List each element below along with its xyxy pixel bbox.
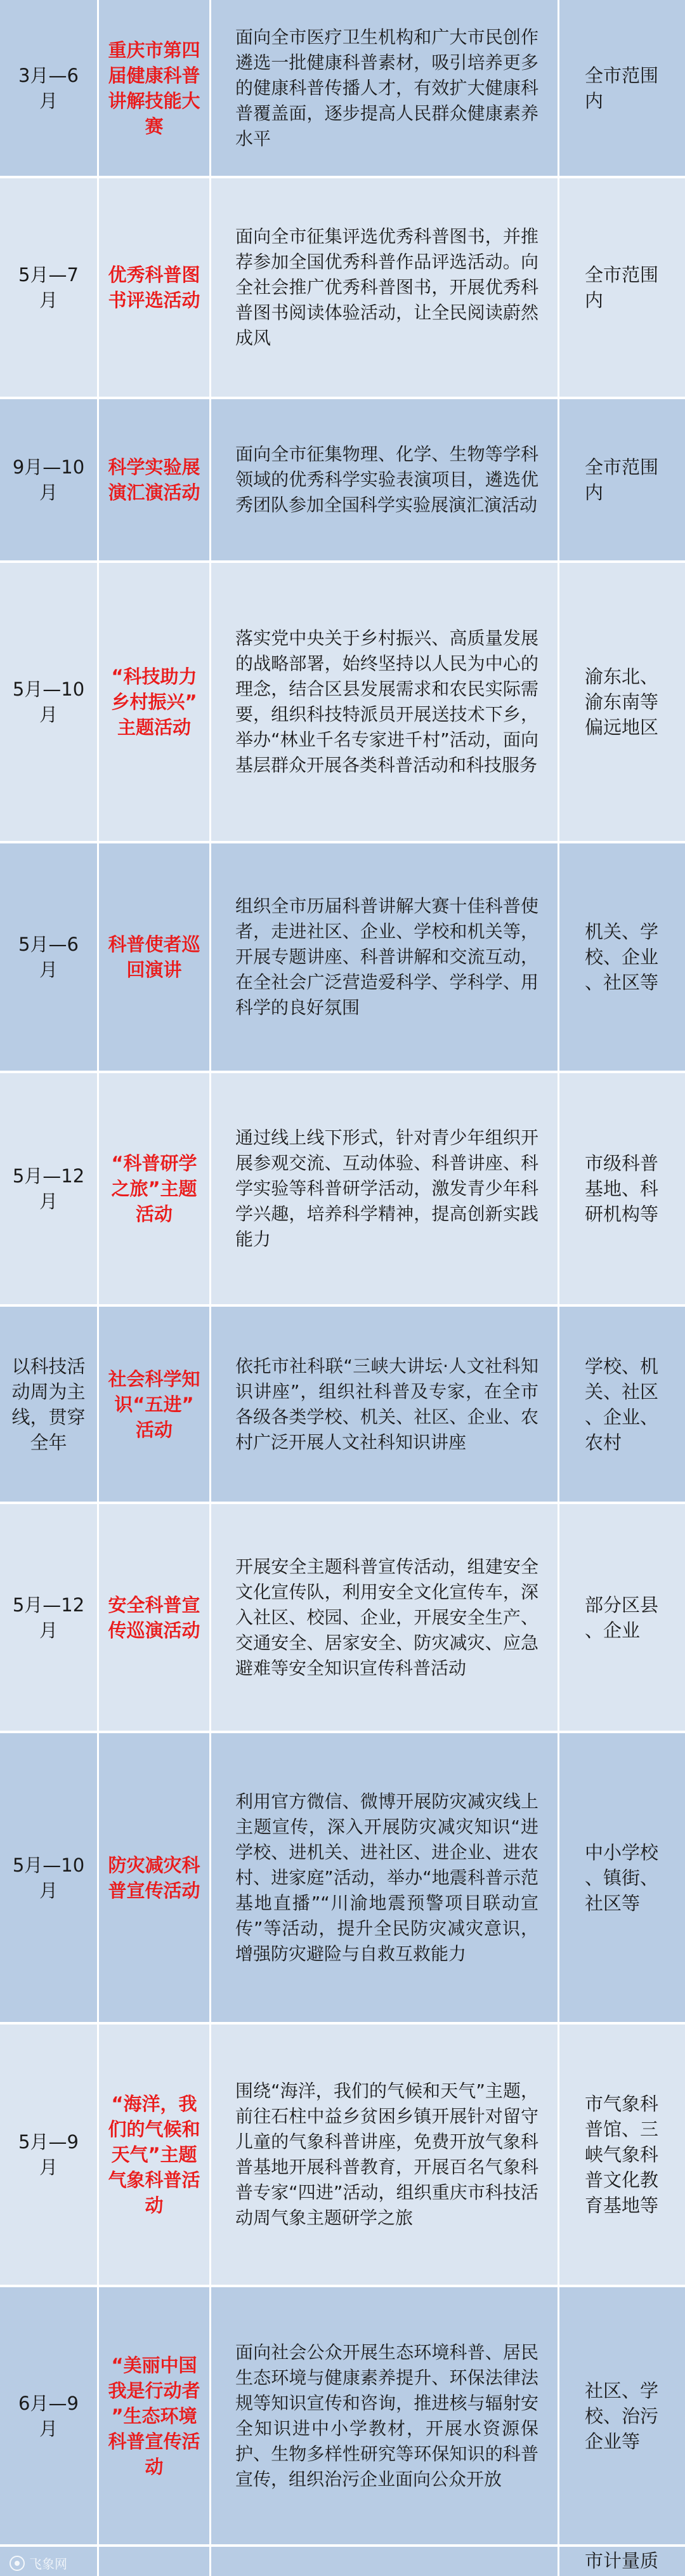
scope-cell: 渝东北、 渝东南等 偏远地区 [585, 666, 659, 738]
table-row [0, 1073, 685, 1304]
table-row [0, 843, 685, 1071]
table-row [0, 2547, 685, 2576]
camera-icon [9, 2555, 25, 2572]
scope-cell: 全市范围内 [585, 64, 659, 112]
description-cell: 面向社会公众开展生态环境科普、居民生态环境与健康素养提升、环保法律法规等知识宣传和咨询，推进核与辐射安全知识进中小学教材，开展水资源保护、生物多样性研究等环保知识的科普宣传，组织治污企业面向公众开放 [235, 2341, 538, 2490]
time-cell: 5月—10 月 [12, 678, 85, 725]
description-cell: 开展安全主题科普宣传活动，组建安全文化宣传队，利用安全文化宣传车，深入社区、校园、企业，开展安全生产、交通安全、居家安全、防灾减灾、应急避难等安全知识宣传科普活动 [235, 1556, 538, 1679]
table-row [0, 399, 685, 560]
time-cell: 6月—9 月 [18, 2392, 79, 2440]
description-cell: 面向全市征集评选优秀科普图书，并推荐参加全国优秀科普作品评选活动。向全社会推广优秀科普图书，开展优秀科普图书阅读体验活动，让全民阅读蔚然成风 [235, 226, 538, 348]
scope-cell: 市级科普 基地、科 研机构等 [585, 1153, 659, 1225]
time-cell: 5月—7 月 [18, 264, 79, 311]
description-cell: 落实党中央关于乡村振兴、高质量发展的战略部署，始终坚持以人民为中心的理念，结合区县发展需求和农民实际需要，组织科技特派员开展送技术下乡，举办“林业千名专家进千村”活动，面向基层群众开展各类科普活动和科技服务 [235, 628, 538, 776]
description-cell: 依托市社科联“三峡大讲坛·人文社科知识讲座”，组织社科普及专家，在全市各级各类学校、机关、社区、企业、农村广泛开展人文社科知识讲座 [235, 1355, 538, 1453]
activity-name-cell: 防灾减灾科 普宣传活动 [108, 1854, 200, 1901]
scope-cell: 市计量质 [585, 2550, 659, 2572]
time-cell: 3月—6 月 [18, 64, 79, 112]
scope-cell: 中小学校 、镇街、 社区等 [585, 1841, 659, 1914]
scope-cell: 机关、学 校、企业 、社区等 [585, 921, 659, 993]
description-cell: 围绕“海洋，我们的气候和天气”主题，前往石柱中益乡贫困乡镇开展针对留守儿童的气象科普讲座，免费开放气象科普基地开展科普教育，开展百名气象科普专家“四进”活动，组织重庆市科技活动周气象主题研学之旅 [235, 2080, 538, 2228]
activity-name-cell: 科普使者巡 回演讲 [108, 934, 200, 981]
scope-cell: 社区、学 校、治污 企业等 [585, 2379, 659, 2452]
scope-cell: 学校、机 关、社区 、企业、 农村 [585, 1355, 659, 1453]
description-cell: 组织全市历届科普讲解大赛十佳科普使者，走进社区、企业、学校和机关等，开展专题讲座、科普讲解和交流互动，在全社会广泛营造爱科学、学科学、用科学的良好氛围 [235, 895, 538, 1018]
activity-name-cell: “美丽中国 我是行动者 ”生态环境 科普宣传活 动 [108, 2354, 200, 2478]
scope-cell: 全市范围内 [585, 264, 659, 311]
time-cell: 5月—10 月 [12, 1854, 85, 1901]
activity-name-cell: 安全科普宣 传巡演活动 [108, 1594, 200, 1641]
activity-name-cell: 科学实验展 演汇演活动 [108, 456, 200, 503]
scope-cell: 全市范围内 [585, 456, 659, 503]
activity-name-cell: “科技助力 乡村振兴” 主题活动 [111, 666, 197, 738]
time-cell: 5月—12 月 [12, 1594, 85, 1641]
watermark-text: 飞象网 [29, 2556, 67, 2572]
watermark [9, 2554, 67, 2572]
table-row [0, 1504, 685, 1731]
table-row [0, 1307, 685, 1502]
time-cell: 9月—10 月 [12, 456, 85, 503]
table-row [0, 563, 685, 841]
scope-cell: 市气象科 普馆、三 峡气象科 普文化教 育基地等 [585, 2093, 659, 2216]
description-cell: 面向全市征集物理、化学、生物等学科领域的优秀科学实验表演项目，遴选优秀团队参加全国科学实验展演汇演活动 [235, 444, 538, 515]
activity-name-cell: “科普研学 之旅”主题 活动 [111, 1153, 197, 1225]
activity-name-cell: 优秀科普图 书评选活动 [108, 264, 200, 311]
table-row [0, 2287, 685, 2544]
description-cell: 利用官方微信、微博开展防灾减灾线上主题宣传，深入开展防灾减灾知识“进学校、进机关、进社区、进企业、进农村、进家庭”活动，举办“地震科普示范基地直播”“川渝地震预警项目联动宣传”等活动，提升全民防灾减灾意识，增强防灾避险与自救互救能力 [235, 1790, 538, 1964]
activity-name-cell: “海洋，我 们的气候和 天气”主题 气象科普活 动 [108, 2093, 200, 2216]
description-cell: 通过线上线下形式，针对青少年组织开展参观交流、互动体验、科普讲座、科学实验等科普研学活动，激发青少年科学兴趣，培养科学精神，提高创新实践能力 [235, 1127, 538, 1250]
description-cell: 面向全市医疗卫生机构和广大市民创作遴选一批健康科普素材，吸引培养更多的健康科普传播人才，有效扩大健康科普覆盖面，逐步提高人民群众健康素养水平 [235, 26, 538, 149]
activity-name-cell: 社会科学知 识“五进” 活动 [108, 1368, 200, 1441]
time-cell: 5月—12 月 [12, 1165, 85, 1212]
table-row [0, 2024, 685, 2285]
table-row [0, 0, 685, 176]
activity-name-cell: 重庆市第四 届健康科普 讲解技能大 赛 [108, 39, 200, 137]
time-cell: 以科技活 动周为主 线，贯穿 全年 [11, 1355, 86, 1453]
time-cell: 5月—6 月 [18, 934, 79, 981]
table-row [0, 1733, 685, 2022]
time-cell: 5月—9 月 [18, 2131, 79, 2178]
table-row [0, 178, 685, 397]
scope-cell: 部分区县 、企业 [585, 1594, 659, 1641]
